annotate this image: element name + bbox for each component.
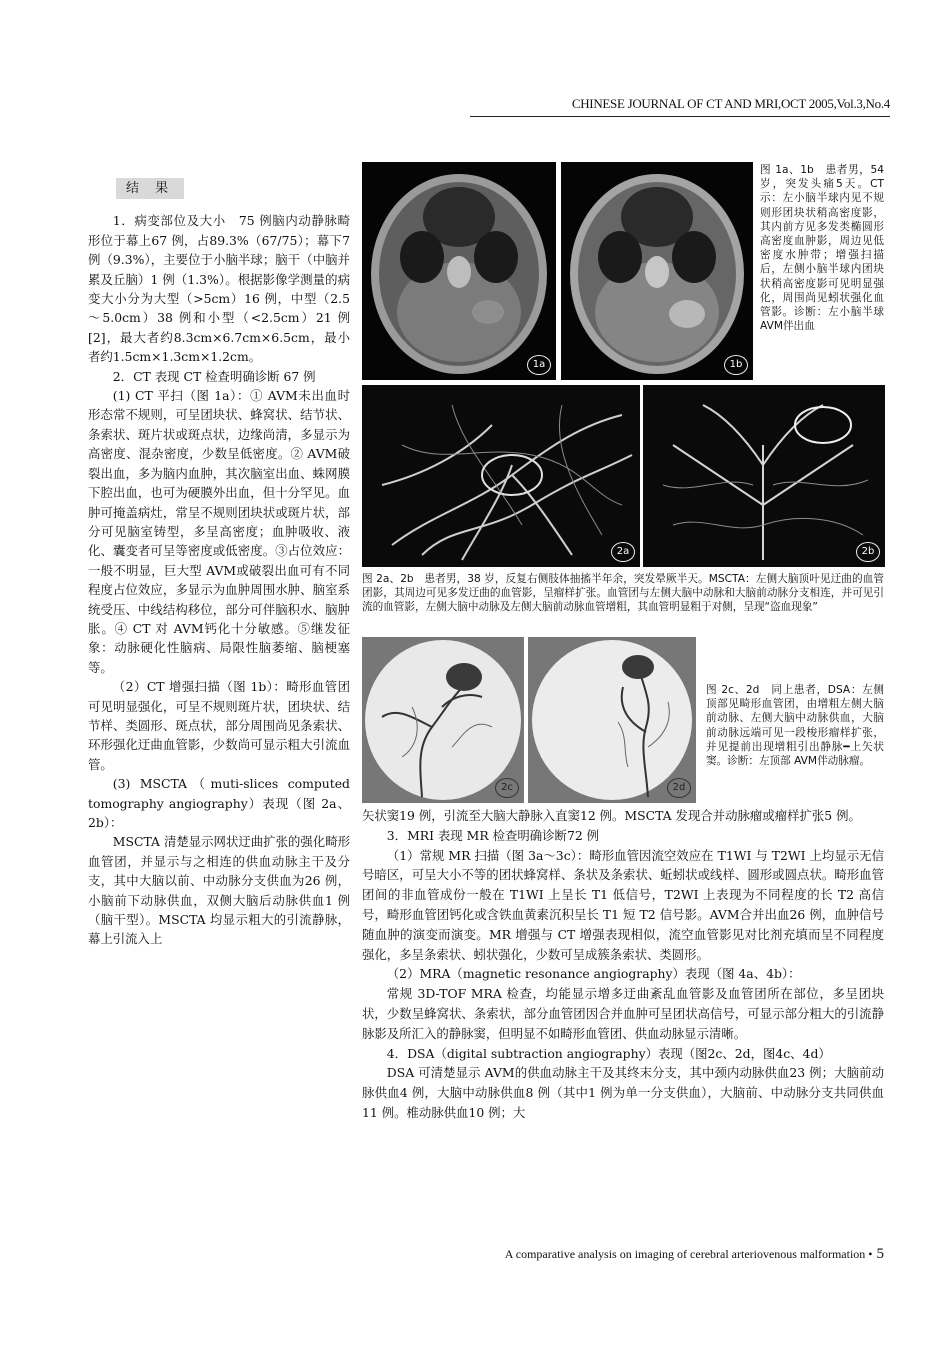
left-column: [88, 178, 350, 949]
figure-1a-ct-plain: [362, 162, 556, 380]
paragraph-dsa-heading: 4．DSA（digital subtraction angiography）表现（图2c、2d，图4c、4d）: [386, 1045, 831, 1061]
paragraph-ct-heading: 2．CT 表现 CT 检查明确诊断 67 例: [112, 368, 316, 384]
figure-2c-dsa: [362, 637, 524, 803]
figure-2b-mscta: [643, 385, 885, 567]
journal-header: CHINESE JOURNAL OF CT AND MRI,OCT 2005,Vol.3,No.4: [571, 96, 890, 111]
paragraph-mscta-body: MSCTA 清楚显示网状迂曲扩张的强化畸形血管团，并显示与之相连的供血动脉主干及分支，其中大脑以前、中动脉分支供血为26 例，小脑前下动脉供血，双侧大脑后动脉供血1 例（脑干型）。MSCTA 均显示粗大的引流静脉，幕上引流入上: [88, 834, 350, 947]
section-label-results: 结 果: [116, 178, 184, 199]
figure-2a-mscta: [362, 385, 640, 567]
figure-label-2c: 2c: [495, 778, 519, 798]
paragraph-mra-heading: （2）MRA（magnetic resonance angiography）表现（图 4a、4b）：: [386, 966, 801, 982]
mscta-image: [643, 385, 885, 567]
paragraph-mscta-continued: 矢状窦19 例，引流至大脑大静脉入直窦12 例。MSCTA 发现合并动脉瘤或瘤样扩张5 例。: [362, 808, 861, 823]
page-number: 5: [876, 1246, 884, 1262]
header-rule: [470, 116, 890, 117]
figure-label-2a: 2a: [611, 542, 635, 562]
paragraph-dsa-body: DSA 可清楚显示 AVM的供血动脉主干及其终末分支，其中颈内动脉供血23 例；大脑前动脉供血4 例，大脑中动脉供血8 例（其中1 例为单一分支供血），大脑前、中动脉分支共同供血11 例。椎动脉供血10 例；大: [362, 1065, 884, 1120]
dsa-image: [528, 637, 696, 803]
figure-label-2d: 2d: [667, 778, 691, 798]
figure-1b-ct-enhanced: [561, 162, 753, 380]
ct-scan-image: [362, 162, 556, 380]
figure-2d-dsa: [528, 637, 696, 803]
figure-label-1a: 1a: [527, 355, 551, 375]
mscta-image: [362, 385, 640, 567]
caption-figure-2ab: 图 2a、2b 患者男，38 岁，反复右侧肢体抽搐半年余，突发晕厥半天。MSCTA：左侧大脑顶叶见迂曲的血管团影，其周边可见多发迂曲的血管影，呈瘤样扩张。血管团与左侧大脑中动脉和大脑前动脉分支相连，并可见引流的血管影，左侧大脑中动脉及左侧大脑前动脉血管增粗，其血管明显粗于对侧，呈现“盗血现象”: [362, 573, 884, 614]
caption-figure-1: 图 1a、1b 患者男，54岁，突发头痛5天。CT示：左小脑半球内见不规则形团块状稍高密度影，其内前方见多发类椭圆形高密度血肿影，周边见低密度水肿带；增强扫描后，左侧小脑半球内团块状稍高密度影可见明显强化，周围尚见蚓状强化血管影。诊断：左小脑半球 AVM伴出血: [760, 164, 884, 333]
caption-figure-2cd: 图 2c、2d 同上患者，DSA：左侧顶部见畸形血管团，由增粗左侧大脑前动脉、左侧大脑中动脉供血，大脑前动脉远端可见一段梭形瘤样扩张，并见提前出现增粗引出静脉━上矢状窦。诊断：左顶部 AVM伴动脉瘤。: [706, 684, 884, 768]
paragraph-mra-body: 常规 3D-TOF MRA 检查，均能显示增多迂曲紊乱血管影及血管团所在部位，多呈团块状，少数呈蜂窝状、条索状，部分血管团因合并血肿可呈团状高信号，可显示部分粗大的引流静脉影及所汇入的静脉窦，但明显不如畸形血管团、供血动脉显示清晰。: [362, 986, 884, 1041]
footer-title: A comparative analysis on imaging of cerebral arteriovenous malformation •: [504, 1247, 873, 1261]
figure-label-1b: 1b: [724, 355, 748, 375]
right-text-block: [362, 806, 884, 1123]
paragraph-ct-enhanced: （2）CT 增强扫描（图 1b）：畸形血管团可见明显强化，可呈不规则斑片状，团块状、结节样、类圆形、斑点状，部分周围尚见条索状、环形强化迂曲血管影，少数尚可显示粗大引流血管。: [88, 679, 350, 772]
page-footer: [472, 1246, 884, 1263]
dsa-image: [362, 637, 524, 803]
figure-label-2b: 2b: [856, 542, 880, 562]
paragraph-mscta-heading: (3) MSCTA（muti-slices computed tomography angiography）表现（图 2a、2b）：: [88, 776, 350, 830]
paragraph-mri-heading: 3．MRI 表现 MR 检查明确诊断72 例: [386, 827, 600, 843]
paragraph-location-size: 1．病变部位及大小 75 例脑内动静脉畸形位于幕上67 例，占89.3%（67/75）；幕下7 例（9.3%），主要位于小脑半球；脑干（中脑并累及丘脑）1 例（1.3%）。根据影像学测量的病变大小分为大型（>5cm）16 例，中型（2.5～5.0cm）38 例和小型（<2.5cm）21 例[2]，最大者约8.3cm×6.7cm×6.5cm，最小者约1.5cm×1.3cm×1.2cm。: [88, 213, 350, 365]
paragraph-ct-plain: (1) CT 平扫（图 1a）：① AVM未出血时形态常不规则，可呈团块状、蜂窝状、结节状、条索状、斑片状或斑点状，边缘尚清，多显示为高密度、混杂密度，少数呈低密度。② AVM破裂出血，多为脑内血肿，其次脑室出血、蛛网膜下腔出血，也可为硬膜外出血，但十分罕见。血肿可掩盖病灶，常呈不规则团块状或斑片状，部分可见脑室铸型，多呈高密度；血肿吸收、液化、囊变者可呈等密度或低密度。③占位效应：一般不明显，巨大型 AVM或破裂出血可有不同程度占位效应，多显示为血肿周围水肿、脑室系统受压、中线结构移位，部分可伴脑积水、脑肿胀。④ CT 对 AVM钙化十分敏感。⑤继发征象：动脉硬化性脑病、局限性脑萎缩、脑梗塞等。: [88, 388, 350, 675]
paragraph-mri-routine: （1）常规 MR 扫描（图 3a～3c）：畸形血管因流空效应在 T1WI 与 T2WI 上均显示无信号暗区，可呈大小不等的团状蜂窝样、条状及条索状、蚯蚓状或线样、圆形或圆点状。畸形血管团间的非血管成份一般在 T1WI 上呈长 T1 低信号，T2WI 上表现为不同程度的长 T2 高信号，畸形血管团钙化或含铁血黄素沉积呈长 T1 短 T2 信号影。AVM合并出血26 例，血肿信号随血肿的演变而演变。MR 增强与 CT 增强表现相似，流空血管影见对比剂充填而呈不同程度强化，多呈条索状、蚓状强化，少数可呈成簇条索状、类圆形。: [362, 847, 884, 962]
ct-scan-image: [561, 162, 753, 380]
